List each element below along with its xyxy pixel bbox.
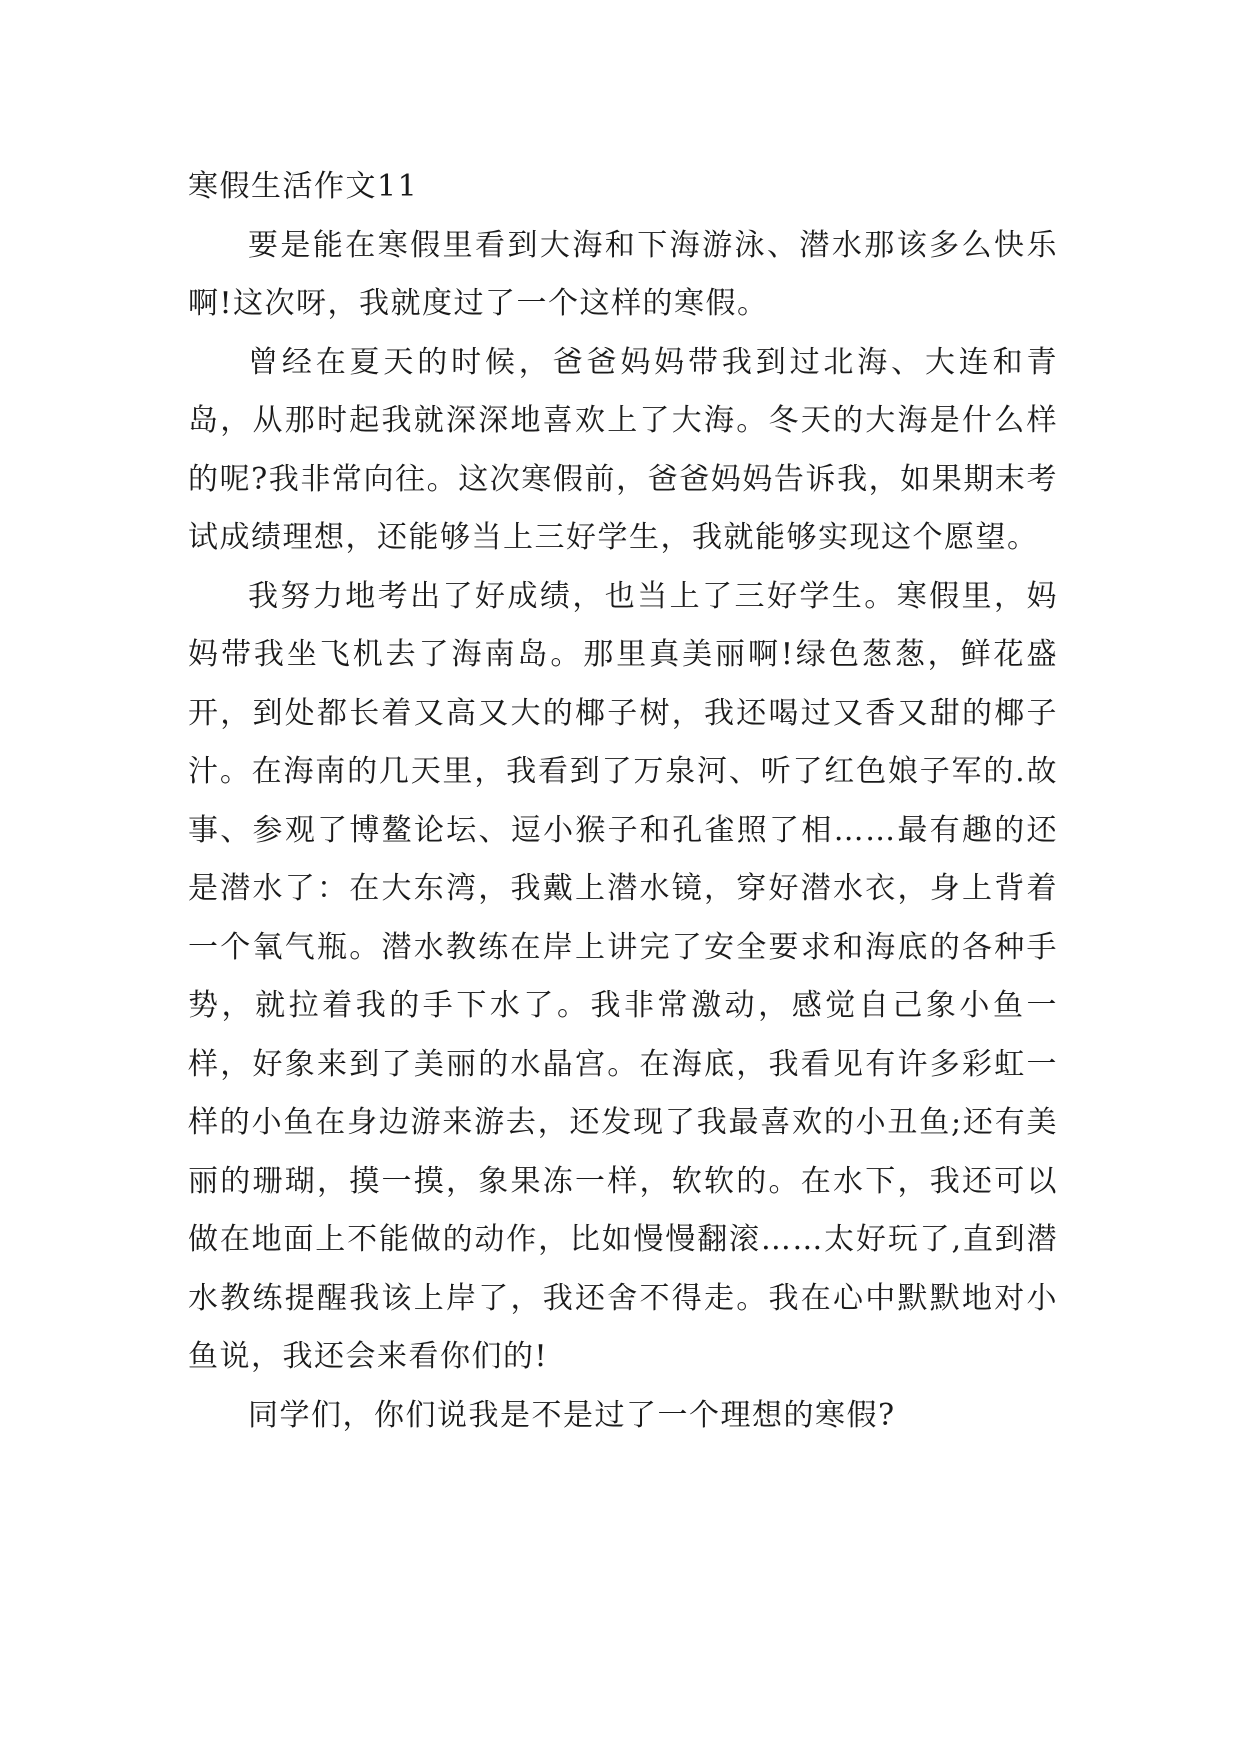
paragraph: 我努力地考出了好成绩，也当上了三好学生。寒假里，妈妈带我坐飞机去了海南岛。那里真美丽啊!绿色葱葱，鲜花盛开，到处都长着又高又大的椰子树，我还喝过又香又甜的椰子汁。在海南的几天里，我看到了万泉河、听了红色娘子军的.故事、参观了博鳌论坛、逗小猴子和孔雀照了相……最有趣的还是潜水了：在大东湾，我戴上潜水镜，穿好潜水衣，身上背着一个氧气瓶。潜水教练在岸上讲完了安全要求和海底的各种手势，就拉着我的手下水了。我非常激动，感觉自己象小鱼一样，好象来到了美丽的水晶宫。在海底，我看见有许多彩虹一样的小鱼在身边游来游去，还发现了我最喜欢的小丑鱼;还有美丽的珊瑚，摸一摸，象果冻一样，软软的。在水下，我还可以做在地面上不能做的动作，比如慢慢翻滚……太好玩了,直到潜水教练提醒我该上岸了，我还舍不得走。我在心中默默地对小鱼说，我还会来看你们的! (188, 578, 1058, 1374)
document-title: 寒假生活作文11 (188, 169, 419, 204)
document-body (188, 158, 1058, 1445)
paragraph: 同学们，你们说我是不是过了一个理想的寒假? (248, 1397, 896, 1433)
paragraph: 要是能在寒假里看到大海和下海游泳、潜水那该多么快乐啊!这次呀，我就度过了一个这样的寒假。 (188, 227, 1058, 321)
paragraph: 曾经在夏天的时候，爸爸妈妈带我到过北海、大连和青岛，从那时起我就深深地喜欢上了大海。冬天的大海是什么样的呢?我非常向往。这次寒假前，爸爸妈妈告诉我，如果期末考试成绩理想，还能够当上三好学生，我就能够实现这个愿望。 (188, 344, 1058, 555)
